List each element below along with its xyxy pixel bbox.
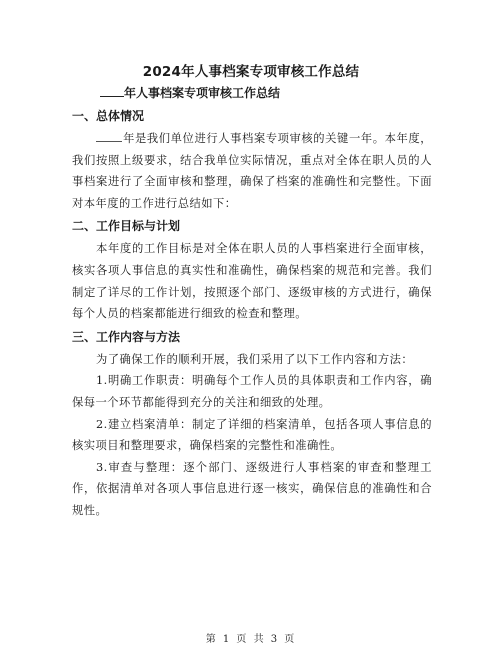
document-title: 2024年人事档案专项审核工作总结 bbox=[142, 64, 360, 80]
methods-intro-paragraph: 为了确保工作的顺利开展，我们采用了以下工作内容和方法： bbox=[96, 352, 414, 366]
section-heading-methods: 三、工作内容与方法 bbox=[72, 329, 181, 344]
method-item-2: 2.建立档案清单：制定了详细的档案清单，包括各项人事信息的核实项目和整理要求，确保档案的完整性和准确性。 bbox=[72, 417, 432, 453]
document-subtitle bbox=[100, 82, 432, 104]
year-blank bbox=[100, 84, 124, 97]
goals-paragraph: 本年度的工作目标是对全体在职人员的人事档案进行全面审核，核实各项人事信息的真实性和准确性，确保档案的规范和完善。我们制定了详尽的工作计划，按照逐个部门、逐级审核的方式进行，确保每个人员的档案都能进行细致的检查和整理。 bbox=[72, 242, 432, 321]
overview-text: 年是我们单位进行人事档案专项审核的关键一年。本年度，我们按照上级要求，结合我单位实际情况，重点对全体在职人员的人事档案进行了全面审核和整理，确保了档案的准确性和完整性。下面对本年度的工作进行总结如下： bbox=[72, 132, 432, 210]
page-footer: 第 1 页 共 3 页 bbox=[205, 634, 297, 645]
method-item-3: 3.审查与整理：逐个部门、逐级进行人事档案的审查和整理工作，依据清单对各项人事信息进行逐一核实，确保信息的准确性和合规性。 bbox=[72, 460, 432, 517]
overview-paragraph bbox=[72, 128, 432, 214]
document-body bbox=[72, 82, 432, 522]
section-heading-goals: 二、工作目标与计划 bbox=[72, 219, 181, 234]
year-blank bbox=[96, 131, 122, 142]
section-heading-overview: 一、总体情况 bbox=[72, 109, 145, 123]
subtitle-text: 年人事档案专项审核工作总结 bbox=[124, 86, 281, 100]
method-item-1: 1.明确工作职责：明确每个工作人员的具体职责和工作内容，确保每一个环节都能得到充分的关注和细致的处理。 bbox=[72, 374, 432, 409]
